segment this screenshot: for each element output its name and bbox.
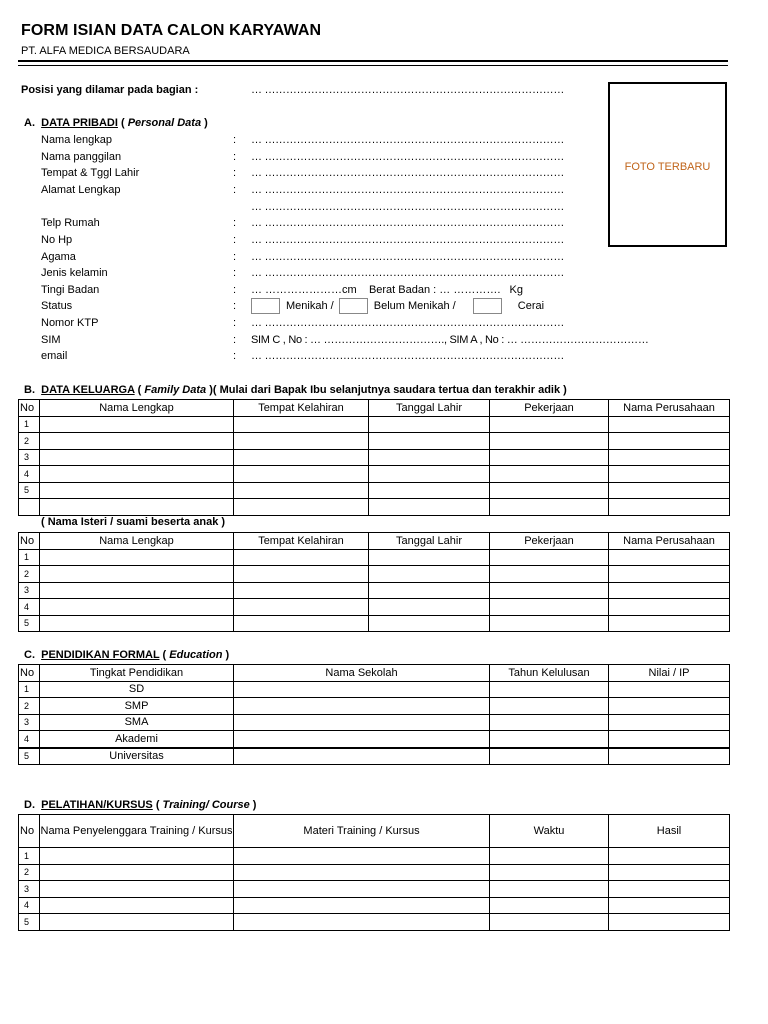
table-cell[interactable] [609, 731, 730, 748]
table-cell[interactable] [490, 681, 609, 698]
table-row [19, 698, 730, 715]
row-number: 3 [19, 449, 40, 466]
label-tempat-tgl-lahir: Tempat & Tggl Lahir [41, 167, 140, 179]
table-row [19, 731, 730, 748]
column-header: Tempat Kelahiran [234, 533, 369, 550]
table-cell[interactable] [40, 848, 234, 865]
label-no-hp: No Hp [41, 234, 73, 246]
table-cell[interactable] [234, 698, 490, 715]
table-cell[interactable] [490, 748, 609, 765]
table-cell[interactable] [609, 566, 730, 583]
row-number [19, 499, 40, 516]
input-tinggi-berat[interactable]: … …………………cm Berat Badan : … …………. Kg [251, 284, 524, 296]
column-header: Nama Lengkap [40, 533, 234, 550]
table-row [19, 881, 730, 898]
table-cell[interactable] [609, 698, 730, 715]
row-number: 1 [19, 681, 40, 698]
family-header-row [19, 400, 730, 417]
training-header-row [19, 815, 730, 848]
colon: : [233, 151, 237, 163]
row-number: 3 [19, 714, 40, 731]
label-status: Status [41, 300, 73, 312]
section-d-subtitle: Training/ Course [162, 799, 250, 811]
row-number: 5 [19, 615, 40, 632]
colon: : [233, 184, 237, 196]
table-cell[interactable] [40, 499, 234, 516]
colon: : [233, 300, 237, 312]
table-cell[interactable] [234, 714, 490, 731]
section-c-subtitle: Education [169, 649, 223, 661]
column-header: Pekerjaan [490, 400, 609, 417]
input-nama-lengkap[interactable]: … ………………………………………………………………………… [251, 134, 565, 146]
table-cell[interactable] [234, 731, 490, 748]
table-cell[interactable] [490, 881, 609, 898]
column-header: Waktu [490, 815, 609, 848]
table-cell[interactable] [234, 599, 369, 616]
column-header: Materi Training / Kursus [234, 815, 490, 848]
training-table [18, 814, 730, 931]
row-number: 5 [19, 482, 40, 499]
row-number: 5 [19, 914, 40, 931]
table-cell[interactable] [234, 482, 369, 499]
table-cell[interactable] [490, 549, 609, 566]
education-level: SD [40, 681, 234, 698]
spouse-children-table [18, 532, 730, 632]
colon: : [233, 134, 237, 146]
table-cell[interactable] [609, 482, 730, 499]
table-cell[interactable] [40, 914, 234, 931]
section-b-note: )( Mulai dari Bapak Ibu selanjutnya saudara tertua dan terakhir adik ) [206, 384, 567, 396]
row-number: 4 [19, 599, 40, 616]
input-telp-rumah[interactable]: … ………………………………………………………………………… [251, 217, 565, 229]
table-cell[interactable] [40, 864, 234, 881]
colon: : [233, 251, 237, 263]
table-cell[interactable] [490, 499, 609, 516]
option-menikah: Menikah / [286, 299, 334, 312]
table-cell[interactable] [369, 499, 490, 516]
table-cell[interactable] [609, 748, 730, 765]
table-cell[interactable] [234, 864, 490, 881]
table-cell[interactable] [490, 698, 609, 715]
position-label: Posisi yang dilamar pada bagian : [21, 84, 199, 96]
column-header: Tanggal Lahir [369, 400, 490, 417]
table-cell[interactable] [40, 897, 234, 914]
table-cell[interactable] [369, 466, 490, 483]
section-c-letter: C. [24, 649, 35, 661]
table-cell[interactable] [40, 549, 234, 566]
colon: : [233, 317, 237, 329]
table-cell[interactable] [490, 848, 609, 865]
row-number: 1 [19, 416, 40, 433]
table-cell[interactable] [234, 416, 369, 433]
table-row [19, 433, 730, 450]
input-no-hp[interactable]: … ………………………………………………………………………… [251, 234, 565, 246]
table-cell[interactable] [369, 549, 490, 566]
table-row [19, 864, 730, 881]
label-email: email [41, 350, 68, 362]
section-b-letter: B. [24, 384, 35, 396]
table-row [19, 482, 730, 499]
section-a-heading: A. DATA PRIBADI ( Personal Data ) [24, 117, 208, 129]
row-number: 1 [19, 848, 40, 865]
table-cell[interactable] [234, 914, 490, 931]
colon: : [233, 284, 237, 296]
option-belum-menikah: Belum Menikah / [373, 299, 456, 312]
column-header: Hasil [609, 815, 730, 848]
status-options [251, 298, 544, 314]
table-cell[interactable] [40, 482, 234, 499]
table-cell[interactable] [490, 615, 609, 632]
table-cell[interactable] [609, 416, 730, 433]
row-number: 2 [19, 864, 40, 881]
section-c-heading: C. PENDIDIKAN FORMAL ( Education ) [24, 649, 230, 661]
table-cell[interactable] [40, 449, 234, 466]
table-cell[interactable] [369, 416, 490, 433]
table-cell[interactable] [40, 881, 234, 898]
input-email[interactable]: … ………………………………………………………………………… [251, 350, 565, 362]
column-header: No [19, 533, 40, 550]
colon: : [233, 167, 237, 179]
table-cell[interactable] [609, 897, 730, 914]
company-name: PT. ALFA MEDICA BERSAUDARA [21, 45, 190, 57]
table-cell[interactable] [234, 566, 369, 583]
section-a-title: DATA PRIBADI [41, 117, 118, 129]
table-cell[interactable] [234, 897, 490, 914]
option-cerai: Cerai [517, 299, 545, 312]
section-d-letter: D. [24, 799, 35, 811]
table-row [19, 897, 730, 914]
section-c-title: PENDIDIKAN FORMAL [41, 649, 160, 661]
row-number: 2 [19, 566, 40, 583]
spouse-caption: ( Nama Isteri / suami beserta anak ) [41, 516, 226, 528]
table-cell[interactable] [490, 482, 609, 499]
label-nama-lengkap: Nama lengkap [41, 134, 112, 146]
photo-label: FOTO TERBARU [624, 161, 711, 173]
column-header: Tempat Kelahiran [234, 400, 369, 417]
table-row [19, 748, 730, 765]
row-number: 2 [19, 698, 40, 715]
table-cell[interactable] [369, 482, 490, 499]
table-row [19, 615, 730, 632]
colon: : [233, 234, 237, 246]
row-number: 1 [19, 549, 40, 566]
row-number: 4 [19, 897, 40, 914]
column-header: Nama Sekolah [234, 665, 490, 682]
table-cell[interactable] [609, 914, 730, 931]
section-a-subtitle: Personal Data [127, 117, 202, 129]
row-number: 2 [19, 433, 40, 450]
section-a-letter: A. [24, 117, 35, 129]
table-cell[interactable] [40, 599, 234, 616]
table-cell[interactable] [234, 881, 490, 898]
table-cell[interactable] [609, 848, 730, 865]
section-b-heading: B. DATA KELUARGA ( Family Data )( Mulai dari Bapak Ibu selanjutnya saudara tertua dan terakhir adik ) [24, 384, 567, 396]
checkbox-menikah[interactable] [251, 298, 280, 314]
spouse-header-row [19, 533, 730, 550]
label-alamat: Alamat Lengkap [41, 184, 121, 196]
section-b-title: DATA KELUARGA [41, 384, 135, 396]
table-cell[interactable] [609, 449, 730, 466]
label-telp-rumah: Telp Rumah [41, 217, 100, 229]
table-cell[interactable] [40, 433, 234, 450]
input-agama[interactable]: … ………………………………………………………………………… [251, 251, 565, 263]
column-header: No [19, 815, 40, 848]
form-title: FORM ISIAN DATA CALON KARYAWAN [21, 22, 322, 39]
table-row [19, 566, 730, 583]
table-cell[interactable] [490, 914, 609, 931]
column-header: Nama Lengkap [40, 400, 234, 417]
label-sim: SIM [41, 334, 61, 346]
table-cell[interactable] [234, 466, 369, 483]
table-row [19, 449, 730, 466]
table-cell[interactable] [609, 615, 730, 632]
table-cell[interactable] [234, 615, 369, 632]
label-jenis-kelamin: Jenis kelamin [41, 267, 108, 279]
table-row [19, 681, 730, 698]
table-cell[interactable] [490, 449, 609, 466]
column-header: Nilai / IP [609, 665, 730, 682]
table-row [19, 466, 730, 483]
row-number: 4 [19, 731, 40, 748]
colon: : [233, 334, 237, 346]
table-cell[interactable] [369, 566, 490, 583]
label-agama: Agama [41, 251, 76, 263]
table-cell[interactable] [490, 416, 609, 433]
table-cell[interactable] [609, 681, 730, 698]
table-cell[interactable] [490, 731, 609, 748]
input-nama-panggilan[interactable]: … ………………………………………………………………………… [251, 151, 565, 163]
table-cell[interactable] [234, 681, 490, 698]
column-header: Nama Perusahaan [609, 533, 730, 550]
colon: : [233, 267, 237, 279]
row-number: 3 [19, 582, 40, 599]
table-cell[interactable] [369, 582, 490, 599]
table-row [19, 599, 730, 616]
table-cell[interactable] [234, 549, 369, 566]
row-number: 5 [19, 748, 40, 765]
table-cell[interactable] [490, 897, 609, 914]
education-level: Universitas [40, 748, 234, 765]
column-header: Pekerjaan [490, 533, 609, 550]
header-rule-thick [18, 60, 728, 62]
table-cell[interactable] [369, 615, 490, 632]
table-cell[interactable] [609, 466, 730, 483]
table-cell[interactable] [369, 449, 490, 466]
column-header: No [19, 400, 40, 417]
column-header: Nama Penyelenggara Training / Kursus [40, 815, 234, 848]
colon: : [233, 350, 237, 362]
table-cell[interactable] [490, 582, 609, 599]
table-row [19, 416, 730, 433]
table-row [19, 848, 730, 865]
label-nomor-ktp: Nomor KTP [41, 317, 99, 329]
label-nama-panggilan: Nama panggilan [41, 151, 122, 163]
photo-box[interactable] [608, 82, 727, 247]
table-cell[interactable] [490, 566, 609, 583]
table-row [19, 549, 730, 566]
table-cell[interactable] [609, 864, 730, 881]
input-alamat-2[interactable]: … ………………………………………………………………………… [251, 201, 565, 213]
table-cell[interactable] [609, 599, 730, 616]
table-cell[interactable] [490, 466, 609, 483]
table-cell[interactable] [40, 566, 234, 583]
column-header: Nama Perusahaan [609, 400, 730, 417]
row-number: 4 [19, 466, 40, 483]
table-row [19, 499, 730, 516]
family-table [18, 399, 730, 516]
input-alamat-1[interactable]: … ………………………………………………………………………… [251, 184, 565, 196]
education-table [18, 664, 730, 765]
table-cell[interactable] [490, 433, 609, 450]
table-cell[interactable] [234, 582, 369, 599]
table-cell[interactable] [234, 848, 490, 865]
row-number: 3 [19, 881, 40, 898]
table-cell[interactable] [490, 714, 609, 731]
table-cell[interactable] [609, 582, 730, 599]
table-cell[interactable] [369, 599, 490, 616]
table-row [19, 582, 730, 599]
checkbox-belum-menikah[interactable] [339, 298, 368, 314]
position-input[interactable]: … ………………………………………………………………………… [251, 84, 565, 96]
input-jenis-kelamin[interactable]: … ………………………………………………………………………… [251, 267, 565, 279]
table-cell[interactable] [234, 449, 369, 466]
table-cell[interactable] [490, 599, 609, 616]
table-cell[interactable] [40, 416, 234, 433]
table-cell[interactable] [609, 714, 730, 731]
label-tinggi-badan: Tingi Badan [41, 284, 100, 296]
section-b-subtitle: Family Data [144, 384, 207, 396]
table-row [19, 714, 730, 731]
table-cell[interactable] [40, 466, 234, 483]
section-d-heading: D. PELATIHAN/KURSUS ( Training/ Course ) [24, 799, 257, 811]
table-cell[interactable] [234, 499, 369, 516]
table-cell[interactable] [609, 549, 730, 566]
education-header-row [19, 665, 730, 682]
colon: : [233, 217, 237, 229]
table-cell[interactable] [609, 499, 730, 516]
education-level: SMP [40, 698, 234, 715]
table-cell[interactable] [609, 881, 730, 898]
table-cell[interactable] [234, 748, 490, 765]
table-cell[interactable] [40, 582, 234, 599]
education-level: Akademi [40, 731, 234, 748]
column-header: Tahun Kelulusan [490, 665, 609, 682]
input-tempat-tgl-lahir[interactable]: … ………………………………………………………………………… [251, 167, 565, 179]
column-header: Tingkat Pendidikan [40, 665, 234, 682]
input-nomor-ktp[interactable]: … ………………………………………………………………………… [251, 317, 565, 329]
table-row [19, 914, 730, 931]
checkbox-cerai[interactable] [473, 298, 502, 314]
table-cell[interactable] [40, 615, 234, 632]
section-d-title: PELATIHAN/KURSUS [41, 799, 153, 811]
table-cell[interactable] [609, 433, 730, 450]
education-level: SMA [40, 714, 234, 731]
table-cell[interactable] [234, 433, 369, 450]
header-rule-thin [18, 65, 728, 66]
column-header: Tanggal Lahir [369, 533, 490, 550]
table-cell[interactable] [369, 433, 490, 450]
table-cell[interactable] [490, 864, 609, 881]
column-header: No [19, 665, 40, 682]
input-sim[interactable]: SIM C , No : … ……………………………., SIM A , No : … ……………………………… [251, 334, 649, 346]
